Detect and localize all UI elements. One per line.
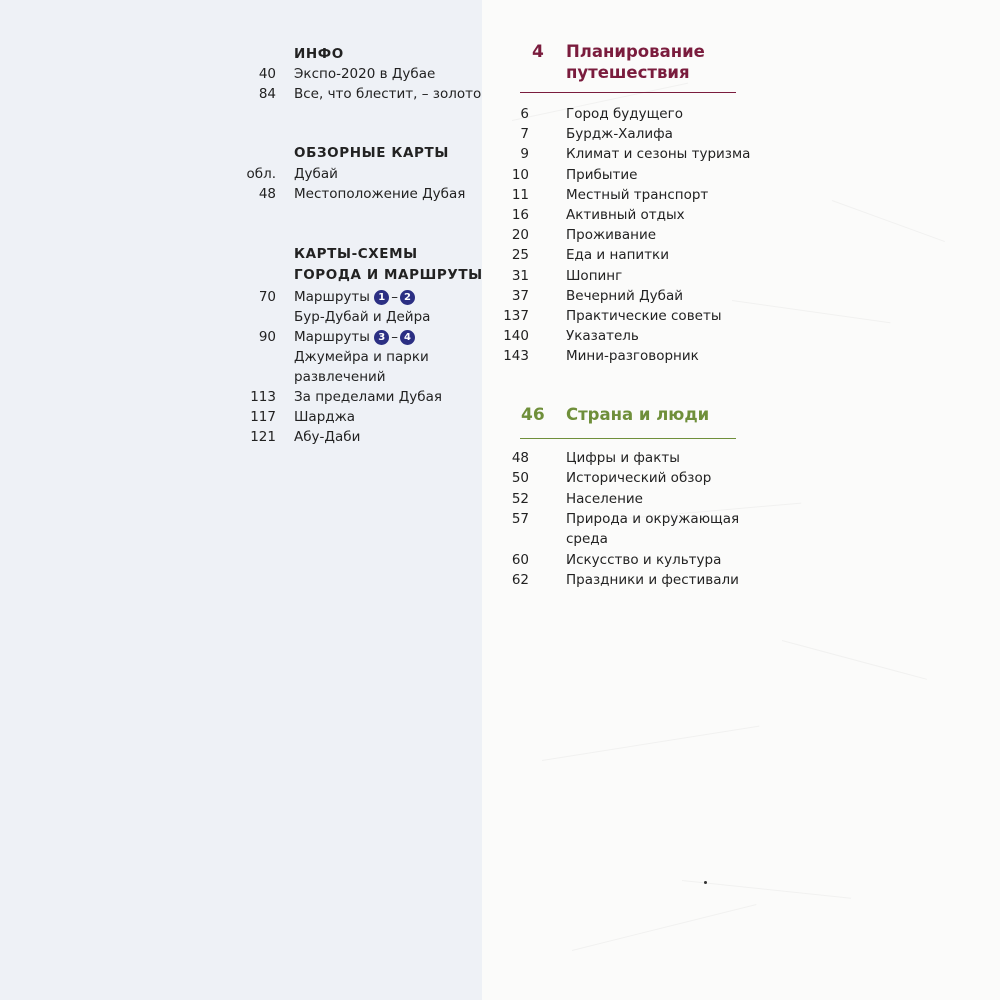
page-number: 57	[511, 510, 529, 527]
toc-entry[interactable]	[482, 509, 1000, 529]
toc-entry[interactable]	[0, 387, 482, 408]
entry-title: Проживание	[566, 227, 657, 244]
entry-title: Активный отдых	[566, 207, 685, 223]
paper-speck	[704, 881, 707, 884]
page-number: 25	[511, 247, 529, 264]
page-number: 52	[511, 490, 529, 507]
routes-label: Маршруты	[294, 329, 370, 345]
page-number: 117	[250, 409, 276, 425]
toc-entry[interactable]	[482, 245, 1000, 265]
overview-maps-heading: ОБЗОРНЫЕ КАРТЫ	[294, 145, 449, 161]
entry-title: Указатель	[566, 328, 639, 345]
entry-title: Вечерний Дубай	[566, 287, 683, 304]
entry-title: Исторический обзор	[566, 470, 712, 487]
page-number: 7	[520, 126, 529, 143]
page-number: 9	[520, 146, 529, 163]
entry-title: Местоположение Дубая	[294, 186, 466, 202]
page-number: обл.	[246, 166, 276, 182]
entry-title: развлечений	[294, 369, 386, 385]
toc-entry[interactable]	[0, 184, 482, 205]
page-number: 48	[258, 186, 276, 202]
paper-texture	[682, 880, 851, 899]
page-number: 16	[511, 207, 529, 223]
toc-entry[interactable]	[482, 550, 1000, 570]
page-number: 90	[258, 329, 276, 345]
page-number: 113	[250, 389, 276, 405]
entry-title: Экспо-2020 в Дубае	[294, 66, 436, 82]
toc-entry[interactable]	[0, 64, 482, 85]
entry-title: среда	[566, 531, 608, 548]
toc-entry[interactable]	[482, 468, 1000, 488]
toc-entry[interactable]	[482, 266, 1000, 286]
entry-title: Местный транспорт	[566, 186, 709, 203]
entry-title: За пределами Дубая	[294, 389, 442, 405]
entry-title: Климат и сезоны туризма	[566, 146, 751, 163]
route-badge: 3	[374, 330, 389, 345]
entry-title: Бурдж-Халифа	[566, 126, 673, 143]
page-number: 140	[503, 328, 529, 345]
entry-title: Еда и напитки	[566, 247, 669, 264]
entry-title: Мини-разговорник	[566, 348, 699, 365]
page-number: 143	[503, 348, 529, 365]
route-badge: 1	[374, 290, 389, 305]
entry-title: Все, что блестит, – золото	[294, 86, 482, 102]
page-number: 50	[511, 470, 529, 487]
route-badge: 4	[400, 330, 415, 345]
toc-entry[interactable]	[482, 225, 1000, 245]
page-number: 37	[511, 287, 529, 304]
page-number: 84	[258, 86, 276, 102]
entry-title: Абу-Даби	[294, 429, 361, 445]
entry-title	[294, 327, 415, 348]
toc-entry[interactable]	[482, 570, 1000, 590]
section-divider	[520, 92, 736, 93]
city-maps-heading-line2: ГОРОДА И МАРШРУТЫ	[294, 267, 483, 283]
section-number: 46	[521, 405, 545, 425]
section-number: 4	[532, 42, 544, 62]
paper-texture	[572, 904, 757, 951]
entry-title: Джумейра и парки	[294, 349, 429, 365]
entry-title: Прибытие	[566, 166, 638, 183]
page-number: 20	[511, 227, 529, 244]
page-number: 40	[258, 66, 276, 82]
toc-entry[interactable]	[0, 84, 482, 105]
entry-title: Практические советы	[566, 308, 722, 324]
entry-title: Дубай	[294, 166, 338, 182]
page-number: 70	[258, 289, 276, 305]
section-title-line2: путешествия	[566, 63, 690, 82]
route-dash: –	[391, 289, 398, 305]
toc-entry[interactable]	[482, 529, 1000, 549]
page-number: 6	[520, 106, 529, 122]
toc-entry[interactable]	[482, 448, 1000, 468]
route-badge: 2	[400, 290, 415, 305]
toc-entry-routes[interactable]	[0, 287, 482, 308]
page-number: 10	[511, 166, 529, 183]
toc-entry-sub[interactable]	[0, 347, 482, 368]
toc-entry[interactable]	[482, 286, 1000, 306]
toc-entry[interactable]	[482, 346, 1000, 366]
info-heading: ИНФО	[294, 46, 344, 62]
entry-title: Шарджа	[294, 409, 356, 425]
section-title: Страна и люди	[566, 405, 710, 424]
toc-entry-routes[interactable]	[0, 327, 482, 348]
entry-title	[294, 287, 415, 308]
toc-entry[interactable]	[482, 326, 1000, 346]
toc-entry[interactable]	[482, 124, 1000, 144]
entry-title: Население	[566, 490, 643, 507]
entry-title: Шопинг	[566, 267, 623, 284]
entry-title: Праздники и фестивали	[566, 571, 739, 588]
toc-entry[interactable]	[482, 144, 1000, 164]
toc-entry[interactable]	[482, 104, 1000, 124]
city-maps-heading: КАРТЫ-СХЕМЫ	[294, 246, 418, 262]
paper-texture	[542, 726, 759, 761]
route-dash: –	[391, 329, 398, 345]
toc-entry[interactable]	[482, 306, 1000, 326]
page-number: 11	[511, 186, 529, 203]
entry-title: Цифры и факты	[566, 450, 680, 466]
toc-entry[interactable]	[0, 164, 482, 185]
section-title: Планирование	[566, 42, 705, 61]
entry-title: Город будущего	[566, 106, 683, 122]
toc-entry[interactable]	[482, 165, 1000, 185]
toc-entry[interactable]	[0, 427, 482, 448]
page-number: 62	[511, 571, 529, 588]
entry-title: Природа и окружающая	[566, 510, 740, 527]
toc-entry-sub[interactable]	[0, 367, 482, 388]
page-number: 48	[511, 450, 529, 466]
toc-entry[interactable]	[482, 489, 1000, 509]
toc-entry[interactable]	[482, 185, 1000, 205]
page-number: 60	[511, 551, 529, 568]
page-number: 121	[250, 429, 276, 445]
page-number: 31	[511, 267, 529, 284]
entry-title: Бур-Дубай и Дейра	[294, 309, 431, 325]
routes-label: Маршруты	[294, 289, 370, 305]
paper-texture	[782, 640, 927, 680]
toc-entry-sub[interactable]	[0, 307, 482, 328]
section-divider	[520, 438, 736, 439]
toc-entry[interactable]	[482, 205, 1000, 225]
toc-entry[interactable]	[0, 407, 482, 428]
entry-title: Искусство и культура	[566, 551, 722, 568]
page-number: 137	[503, 308, 529, 324]
